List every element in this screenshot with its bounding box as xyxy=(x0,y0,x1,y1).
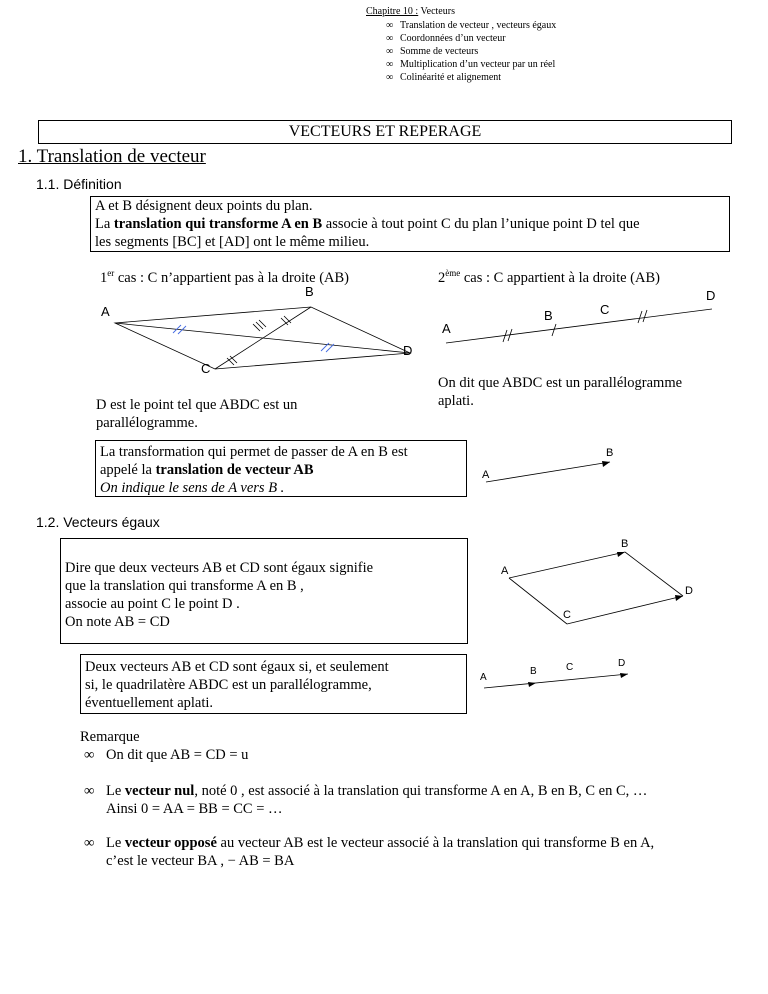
definition-box xyxy=(90,196,730,252)
section-heading-text: 1. Translation de vecteur xyxy=(18,146,206,167)
point-A-label: A xyxy=(501,565,509,577)
equal-line: Deux vecteurs AB et CD sont égaux si, et seulement xyxy=(85,659,389,675)
case2-caption-line: aplati. xyxy=(438,393,474,409)
remark-title: Remarque xyxy=(80,729,140,745)
section-heading xyxy=(18,146,206,168)
subsection-heading-definition: 1.1. Définition xyxy=(36,176,122,192)
toc-item xyxy=(386,72,502,83)
point-A-label: A xyxy=(101,304,110,319)
text: Le xyxy=(106,783,125,799)
text: La xyxy=(95,216,114,232)
bold-text: translation qui transforme A en B xyxy=(113,216,323,232)
equal-vectors-box xyxy=(60,538,468,644)
bullet-icon: ∞ xyxy=(84,747,95,763)
point-B-label: B xyxy=(530,666,537,677)
toc-item xyxy=(386,20,557,31)
text: associe à tout point C du plan l’unique point D tel que xyxy=(322,216,640,232)
bold-text: vecteur opposé xyxy=(124,835,217,851)
bullet-icon: ∞ xyxy=(386,46,394,57)
point-D-label: D xyxy=(685,585,693,597)
line-AB xyxy=(446,309,712,343)
aligned-points-figure xyxy=(440,285,730,355)
point-A-label: A xyxy=(480,672,487,683)
toc-item-label: Translation de vecteur , vecteurs égaux xyxy=(400,20,557,31)
remark-line: Ainsi 0 = AA = BB = CC = … xyxy=(106,801,283,817)
parallelogram-figure xyxy=(95,280,435,380)
bullet-icon: ∞ xyxy=(84,783,95,799)
toc-item-label: Colinéarité et alignement xyxy=(400,72,502,83)
text: cas : C appartient à la droite (AB) xyxy=(460,269,660,286)
point-D-label: D xyxy=(706,288,716,303)
toc-item xyxy=(386,46,479,57)
point-B-label: B xyxy=(621,538,629,550)
text: er xyxy=(107,268,115,278)
text: On dit que AB = CD = u xyxy=(106,747,249,763)
text: 1 xyxy=(100,269,108,286)
point-A-label: A xyxy=(442,321,451,336)
toc-item-label: Coordonnées d’un vecteur xyxy=(400,33,506,44)
equal-line: On note AB = CD xyxy=(65,614,170,630)
bold-text: translation de vecteur AB xyxy=(155,462,314,478)
point-B-label: B xyxy=(606,448,614,459)
vector-AB-figure xyxy=(478,448,628,488)
aligned-equal-vectors-figure xyxy=(478,656,658,696)
case2-caption-line: On dit que ABDC est un parallélogramme xyxy=(438,375,683,391)
bullet-icon: ∞ xyxy=(386,20,394,31)
bold-text: vecteur nul xyxy=(124,783,195,799)
definition-line: A et B désignent deux points du plan. xyxy=(95,198,313,214)
toc-item xyxy=(386,33,506,44)
point-D-label: D xyxy=(618,658,626,669)
equal-line: Dire que deux vecteurs AB et CD sont égaux signifie xyxy=(65,560,374,576)
translation-line: On indique le sens de A vers B . xyxy=(100,480,285,496)
subsection-heading-equal-vectors: 1.2. Vecteurs égaux xyxy=(36,514,160,530)
definition-line: les segments [BC] et [AD] ont le même milieu. xyxy=(95,234,370,250)
equal-line: que la translation qui transforme A en B , xyxy=(65,578,304,594)
toc-item-label: Somme de vecteurs xyxy=(400,46,479,57)
text: appelé la xyxy=(100,462,156,478)
case1-caption-line: D est le point tel que ABDC est un xyxy=(96,397,298,413)
text: ème xyxy=(445,268,461,278)
bullet-icon: ∞ xyxy=(386,33,394,44)
text: cas : C n’appartient pas à la droite (AB) xyxy=(114,269,349,286)
point-A-label: A xyxy=(482,469,490,481)
point-C-label: C xyxy=(566,662,574,673)
text: au vecteur AB est le vecteur associé à la translation qui transforme B en A, xyxy=(216,835,655,851)
page-title: VECTEURS ET REPERAGE xyxy=(288,123,482,140)
remark-item xyxy=(84,782,647,800)
translation-line xyxy=(100,461,314,479)
case2-label xyxy=(438,264,660,287)
bullet-icon: ∞ xyxy=(386,72,394,83)
remark-item xyxy=(84,746,248,764)
toc-item-label: Multiplication d’un vecteur par un réel xyxy=(400,59,556,70)
point-B-label: B xyxy=(544,308,553,323)
remark-item xyxy=(84,834,654,852)
point-C-label: C xyxy=(201,361,211,376)
page-title-box xyxy=(38,120,732,144)
chapter-title: Vecteurs xyxy=(418,6,455,17)
remark-line: c’est le vecteur BA , − AB = BA xyxy=(106,853,295,869)
equal-vectors-box-2 xyxy=(80,654,467,714)
equal-line: associe au point C le point D . xyxy=(65,596,240,612)
point-C-label: C xyxy=(600,302,610,317)
chapter-header xyxy=(366,6,455,17)
translation-line: La transformation qui permet de passer de A en B est xyxy=(100,444,408,460)
toc-item xyxy=(386,59,556,70)
bullet-icon: ∞ xyxy=(386,59,394,70)
text: Le xyxy=(106,835,125,851)
equal-vectors-figure xyxy=(495,538,705,633)
equal-line: éventuellement aplati. xyxy=(85,695,214,711)
chapter-label: Chapitre 10 : xyxy=(366,6,419,17)
diagonal-BC xyxy=(215,307,311,369)
point-D-label: D xyxy=(403,343,413,358)
bullet-icon: ∞ xyxy=(84,835,95,851)
point-C-label: C xyxy=(563,609,571,621)
text: 2 xyxy=(438,269,446,286)
translation-box xyxy=(95,440,467,497)
definition-line xyxy=(95,215,640,233)
text: , noté 0 , est associé à la translation qui transforme A en A, B en B, C en C, … xyxy=(194,783,648,799)
case1-caption-line: parallélogramme. xyxy=(96,415,198,431)
point-B-label: B xyxy=(305,284,314,299)
equal-line: si, le quadrilatère ABDC est un parallélogramme, xyxy=(85,677,372,693)
